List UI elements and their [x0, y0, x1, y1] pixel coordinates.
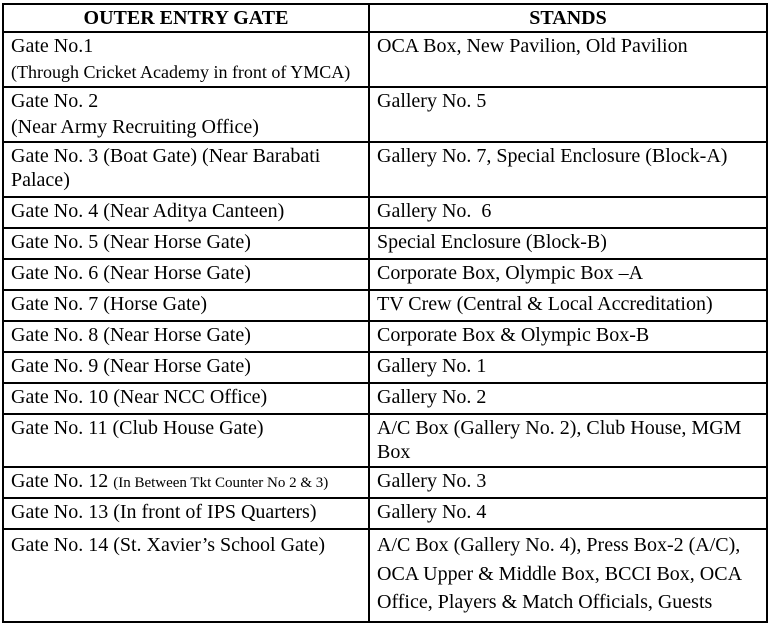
gate-label: Gate No. 14 (St. Xavier’s School Gate)	[11, 534, 326, 556]
stands-cell	[369, 290, 767, 321]
table-row	[3, 32, 767, 87]
table-row	[3, 321, 767, 352]
table-row	[3, 529, 767, 622]
stands-cell	[369, 352, 767, 383]
table-row	[3, 383, 767, 414]
gate-label: Gate No.1	[11, 35, 94, 57]
gate-sublabel: (Through Cricket Academy in front of YMCA)	[11, 62, 351, 82]
gate-cell	[3, 197, 369, 228]
stands-label: A/C Box (Gallery No. 4), Press Box-2 (A/C), OCA Upper & Middle Box, BCCI Box, OCA Office, Players & Match Officials, Guests	[377, 534, 746, 613]
stands-label: Gallery No. 2	[377, 386, 487, 408]
gate-cell	[3, 259, 369, 290]
table-row	[3, 352, 767, 383]
table-row	[3, 87, 767, 142]
stands-label: Gallery No. 4	[377, 501, 487, 523]
stands-label: Gallery No. 7, Special Enclosure (Block-A)	[377, 145, 728, 167]
stands-cell	[369, 142, 767, 197]
stands-cell	[369, 197, 767, 228]
gate-cell	[3, 529, 369, 622]
gate-label: Gate No. 7 (Horse Gate)	[11, 293, 208, 315]
table-row	[3, 290, 767, 321]
stands-label: A/C Box (Gallery No. 2), Club House, MGM Box	[377, 417, 747, 463]
gate-cell	[3, 498, 369, 529]
stands-label: Corporate Box, Olympic Box –A	[377, 262, 644, 284]
gate-label: Gate No. 5 (Near Horse Gate)	[11, 231, 251, 253]
stands-label: Gallery No. 5	[377, 90, 487, 112]
gate-label: Gate No. 13 (In front of IPS Quarters)	[11, 501, 317, 523]
gate-cell	[3, 228, 369, 259]
table-row	[3, 197, 767, 228]
gate-cell	[3, 32, 369, 87]
gate-label: Gate No. 10 (Near NCC Office)	[11, 386, 268, 408]
gate-cell	[3, 414, 369, 467]
stands-cell	[369, 87, 767, 142]
gate-label: Gate No. 3 (Boat Gate) (Near Barabati Palace)	[11, 145, 326, 191]
stands-label: Gallery No. 1	[377, 355, 487, 377]
stands-label: Gallery No. 3	[377, 470, 487, 492]
table-row	[3, 414, 767, 467]
gate-label: Gate No. 4 (Near Aditya Canteen)	[11, 200, 285, 222]
gate-label: Gate No. 6 (Near Horse Gate)	[11, 262, 251, 284]
gate-cell	[3, 87, 369, 142]
gate-label: Gate No. 12	[11, 470, 114, 492]
stands-label: Special Enclosure (Block-B)	[377, 231, 607, 253]
gates-stands-table	[2, 3, 768, 623]
gate-label: Gate No. 8 (Near Horse Gate)	[11, 324, 251, 346]
gate-label: Gate No. 2	[11, 90, 99, 112]
gate-sublabel: (Near Army Recruiting Office)	[11, 116, 259, 138]
stands-cell	[369, 32, 767, 87]
table-row	[3, 228, 767, 259]
table-body	[3, 32, 767, 622]
gate-cell	[3, 142, 369, 197]
stands-cell	[369, 228, 767, 259]
stands-label: OCA Box, New Pavilion, Old Pavilion	[377, 35, 688, 57]
stands-label: Corporate Box & Olympic Box-B	[377, 324, 650, 346]
gate-cell	[3, 290, 369, 321]
gate-cell	[3, 467, 369, 498]
gate-cell	[3, 352, 369, 383]
stands-label: Gallery No. 6	[377, 200, 492, 222]
col-header-stands: STANDS	[369, 4, 767, 32]
stands-cell	[369, 321, 767, 352]
col-header-outer-entry-gate: OUTER ENTRY GATE	[3, 4, 369, 32]
gate-label: Gate No. 9 (Near Horse Gate)	[11, 355, 251, 377]
gate-cell	[3, 321, 369, 352]
gate-cell	[3, 383, 369, 414]
gate-note: (In Between Tkt Counter No 2 & 3)	[113, 475, 329, 491]
stands-cell	[369, 259, 767, 290]
stands-cell	[369, 414, 767, 467]
table-row	[3, 259, 767, 290]
stands-cell	[369, 498, 767, 529]
table-row	[3, 498, 767, 529]
stands-cell	[369, 529, 767, 622]
table-row	[3, 467, 767, 498]
table-header-row	[3, 4, 767, 32]
stands-label: TV Crew (Central & Local Accreditation)	[377, 293, 713, 315]
stands-cell	[369, 467, 767, 498]
table-row	[3, 142, 767, 197]
stands-cell	[369, 383, 767, 414]
gate-label: Gate No. 11 (Club House Gate)	[11, 417, 264, 439]
